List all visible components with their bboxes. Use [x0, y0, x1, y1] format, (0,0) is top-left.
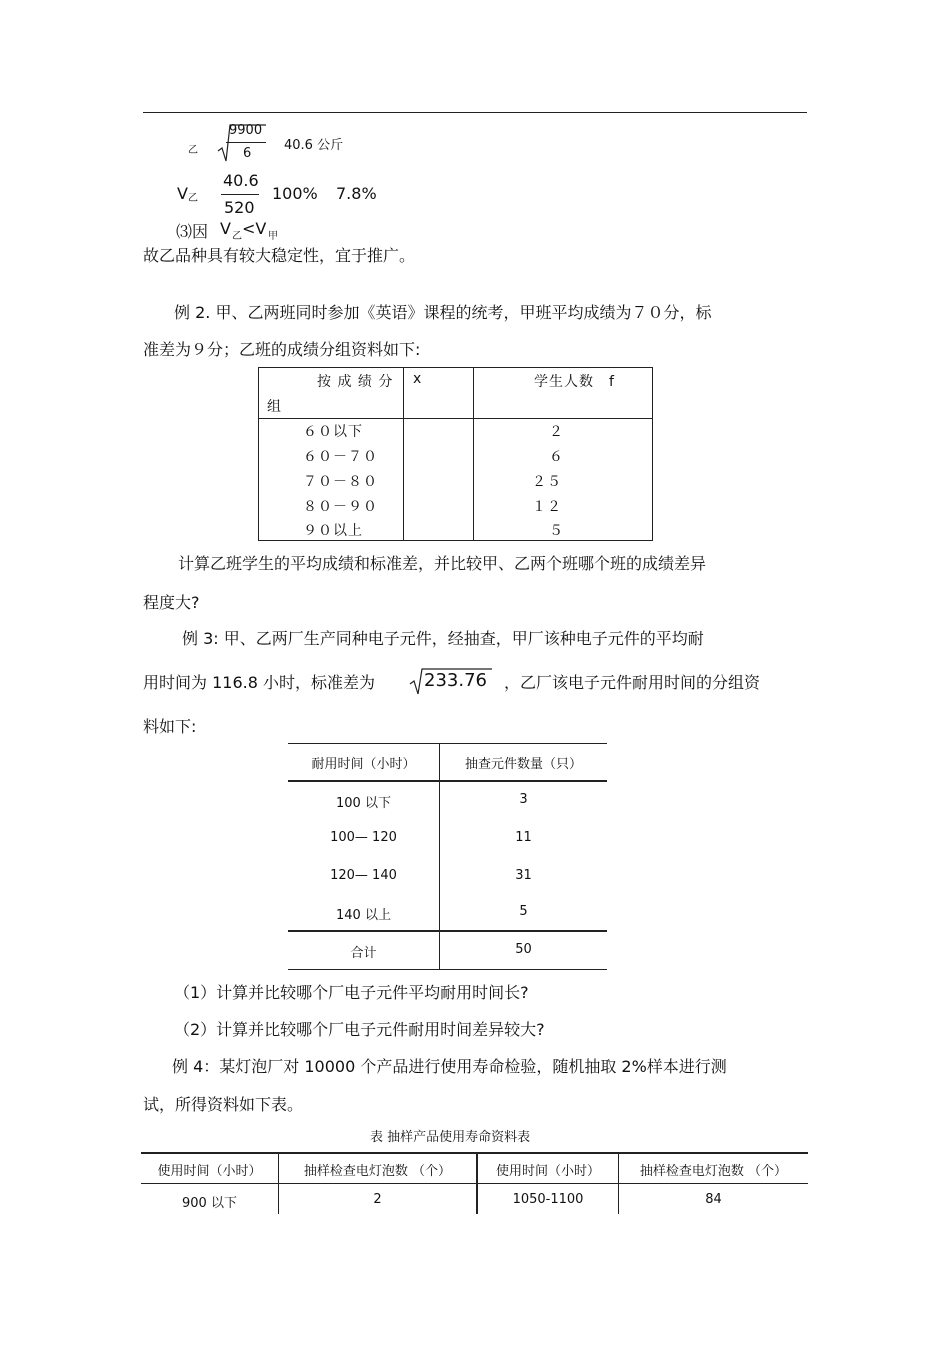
grade-header-group: 按 成 绩 分 [317, 374, 394, 390]
example2-line1: 例 2. 甲、乙两班同时参加《英语》课程的统考，甲班平均成绩为７０分，标 [174, 303, 712, 322]
table-row: 100— 120 [330, 830, 397, 845]
table-cell: 84 [705, 1192, 722, 1207]
sigma-result: 40.6 公斤 [284, 138, 344, 153]
table-cell: ２ [549, 424, 564, 440]
table-cell: 2 [373, 1192, 382, 1207]
example2-question-line2: 程度大? [143, 593, 200, 612]
table-cell: ２５ [532, 474, 562, 490]
cv-result: 7.8% [336, 184, 377, 203]
example3-question1: （1）计算并比较哪个厂电子元件平均耐用时间长? [174, 983, 529, 1002]
cv-numerator: 40.6 [223, 171, 259, 190]
table-row: ８０－９０ [303, 499, 378, 515]
sample-header-hours-2: 使用时间（小时） [495, 1164, 600, 1179]
comparison-lt: <V [242, 219, 267, 238]
table-row: 140 以上 [336, 908, 391, 923]
comparison-sub2: 甲 [268, 231, 278, 242]
grade-header-group-cont: 组 [267, 399, 282, 415]
cv-symbol: V [177, 184, 188, 203]
conclusion-text: 故乙品种具有较大稳定性，宜于推广。 [143, 246, 416, 265]
comparison-v1: V [220, 219, 231, 238]
lifetime-header-hours: 耐用时间（小时） [311, 757, 416, 772]
example3-line2a: 用时间为 116.8 小时，标准差为 [143, 673, 375, 692]
example4-line1: 例 4：某灯泡厂对 10000 个产品进行使用寿命检验，随机抽取 2%样本进行测 [172, 1057, 727, 1076]
table-cell: 3 [519, 792, 528, 807]
lifetime-total-value: 50 [515, 942, 532, 957]
example2-question-line1: 计算乙班学生的平均成绩和标准差，并比较甲、乙两个班哪个班的成绩差异 [178, 554, 707, 573]
table-row: ６０－７０ [303, 449, 378, 465]
comparison-prefix: ⑶因 [176, 222, 209, 241]
table-cell: ５ [549, 523, 564, 539]
cv-fraction-bar [221, 194, 259, 195]
example4-line2: 试，所得资料如下表。 [143, 1095, 304, 1114]
table-row: 120— 140 [330, 868, 397, 883]
example3-line2b: ，乙厂该电子元件耐用时间的分组资 [504, 673, 761, 692]
table-cell: 1050-1100 [512, 1192, 584, 1207]
sample-header-hours-1: 使用时间（小时） [157, 1164, 262, 1179]
cv-denominator: 520 [224, 198, 255, 217]
table-caption: 表 抽样产品使用寿命资料表 [370, 1130, 531, 1145]
grade-table [258, 367, 653, 541]
sqrt-fraction-bar [226, 142, 266, 143]
sqrt-numerator: 9900 [229, 123, 263, 138]
comparison-sub1: 乙 [232, 231, 242, 242]
header-rule [143, 112, 807, 113]
table-row: ７０－８０ [303, 474, 378, 490]
cv-subscript: 乙 [188, 193, 198, 204]
lifetime-table [288, 743, 607, 970]
table-row: ６０以下 [303, 424, 363, 440]
table-cell: 5 [519, 904, 528, 919]
stddev-sqrt-value: 233.76 [424, 670, 487, 691]
lifetime-total-label: 合计 [350, 946, 377, 961]
table-cell: ６ [549, 449, 564, 465]
table-cell: １２ [532, 499, 562, 515]
lifetime-header-count: 抽查元件数量（只） [464, 757, 582, 772]
example3-question2: （2）计算并比较哪个厂电子元件耐用时间差异较大? [174, 1020, 545, 1039]
table-row: ９０以上 [303, 523, 363, 539]
table-cell: 31 [515, 868, 532, 883]
grade-header-x: x [413, 371, 423, 387]
example2-line2: 准差为９分；乙班的成绩分组资料如下: [143, 340, 421, 359]
table-cell: 11 [515, 830, 532, 845]
cv-percent: 100% [272, 184, 318, 203]
sigma-subscript: 乙 [188, 145, 198, 156]
example3-line1: 例 3: 甲、乙两厂生产同种电子元件，经抽查，甲厂该种电子元件的平均耐 [182, 629, 704, 648]
sqrt-denominator: 6 [243, 146, 252, 161]
table-row: 100 以下 [336, 796, 391, 811]
sample-header-count-1: 抽样检查电灯泡数 （个） [303, 1164, 452, 1179]
example3-line3: 料如下: [143, 717, 197, 736]
sample-header-count-2: 抽样检查电灯泡数 （个） [639, 1164, 788, 1179]
grade-header-count: 学生人数 f [534, 374, 615, 390]
sample-table [141, 1152, 808, 1214]
table-cell: 900 以下 [182, 1196, 237, 1211]
